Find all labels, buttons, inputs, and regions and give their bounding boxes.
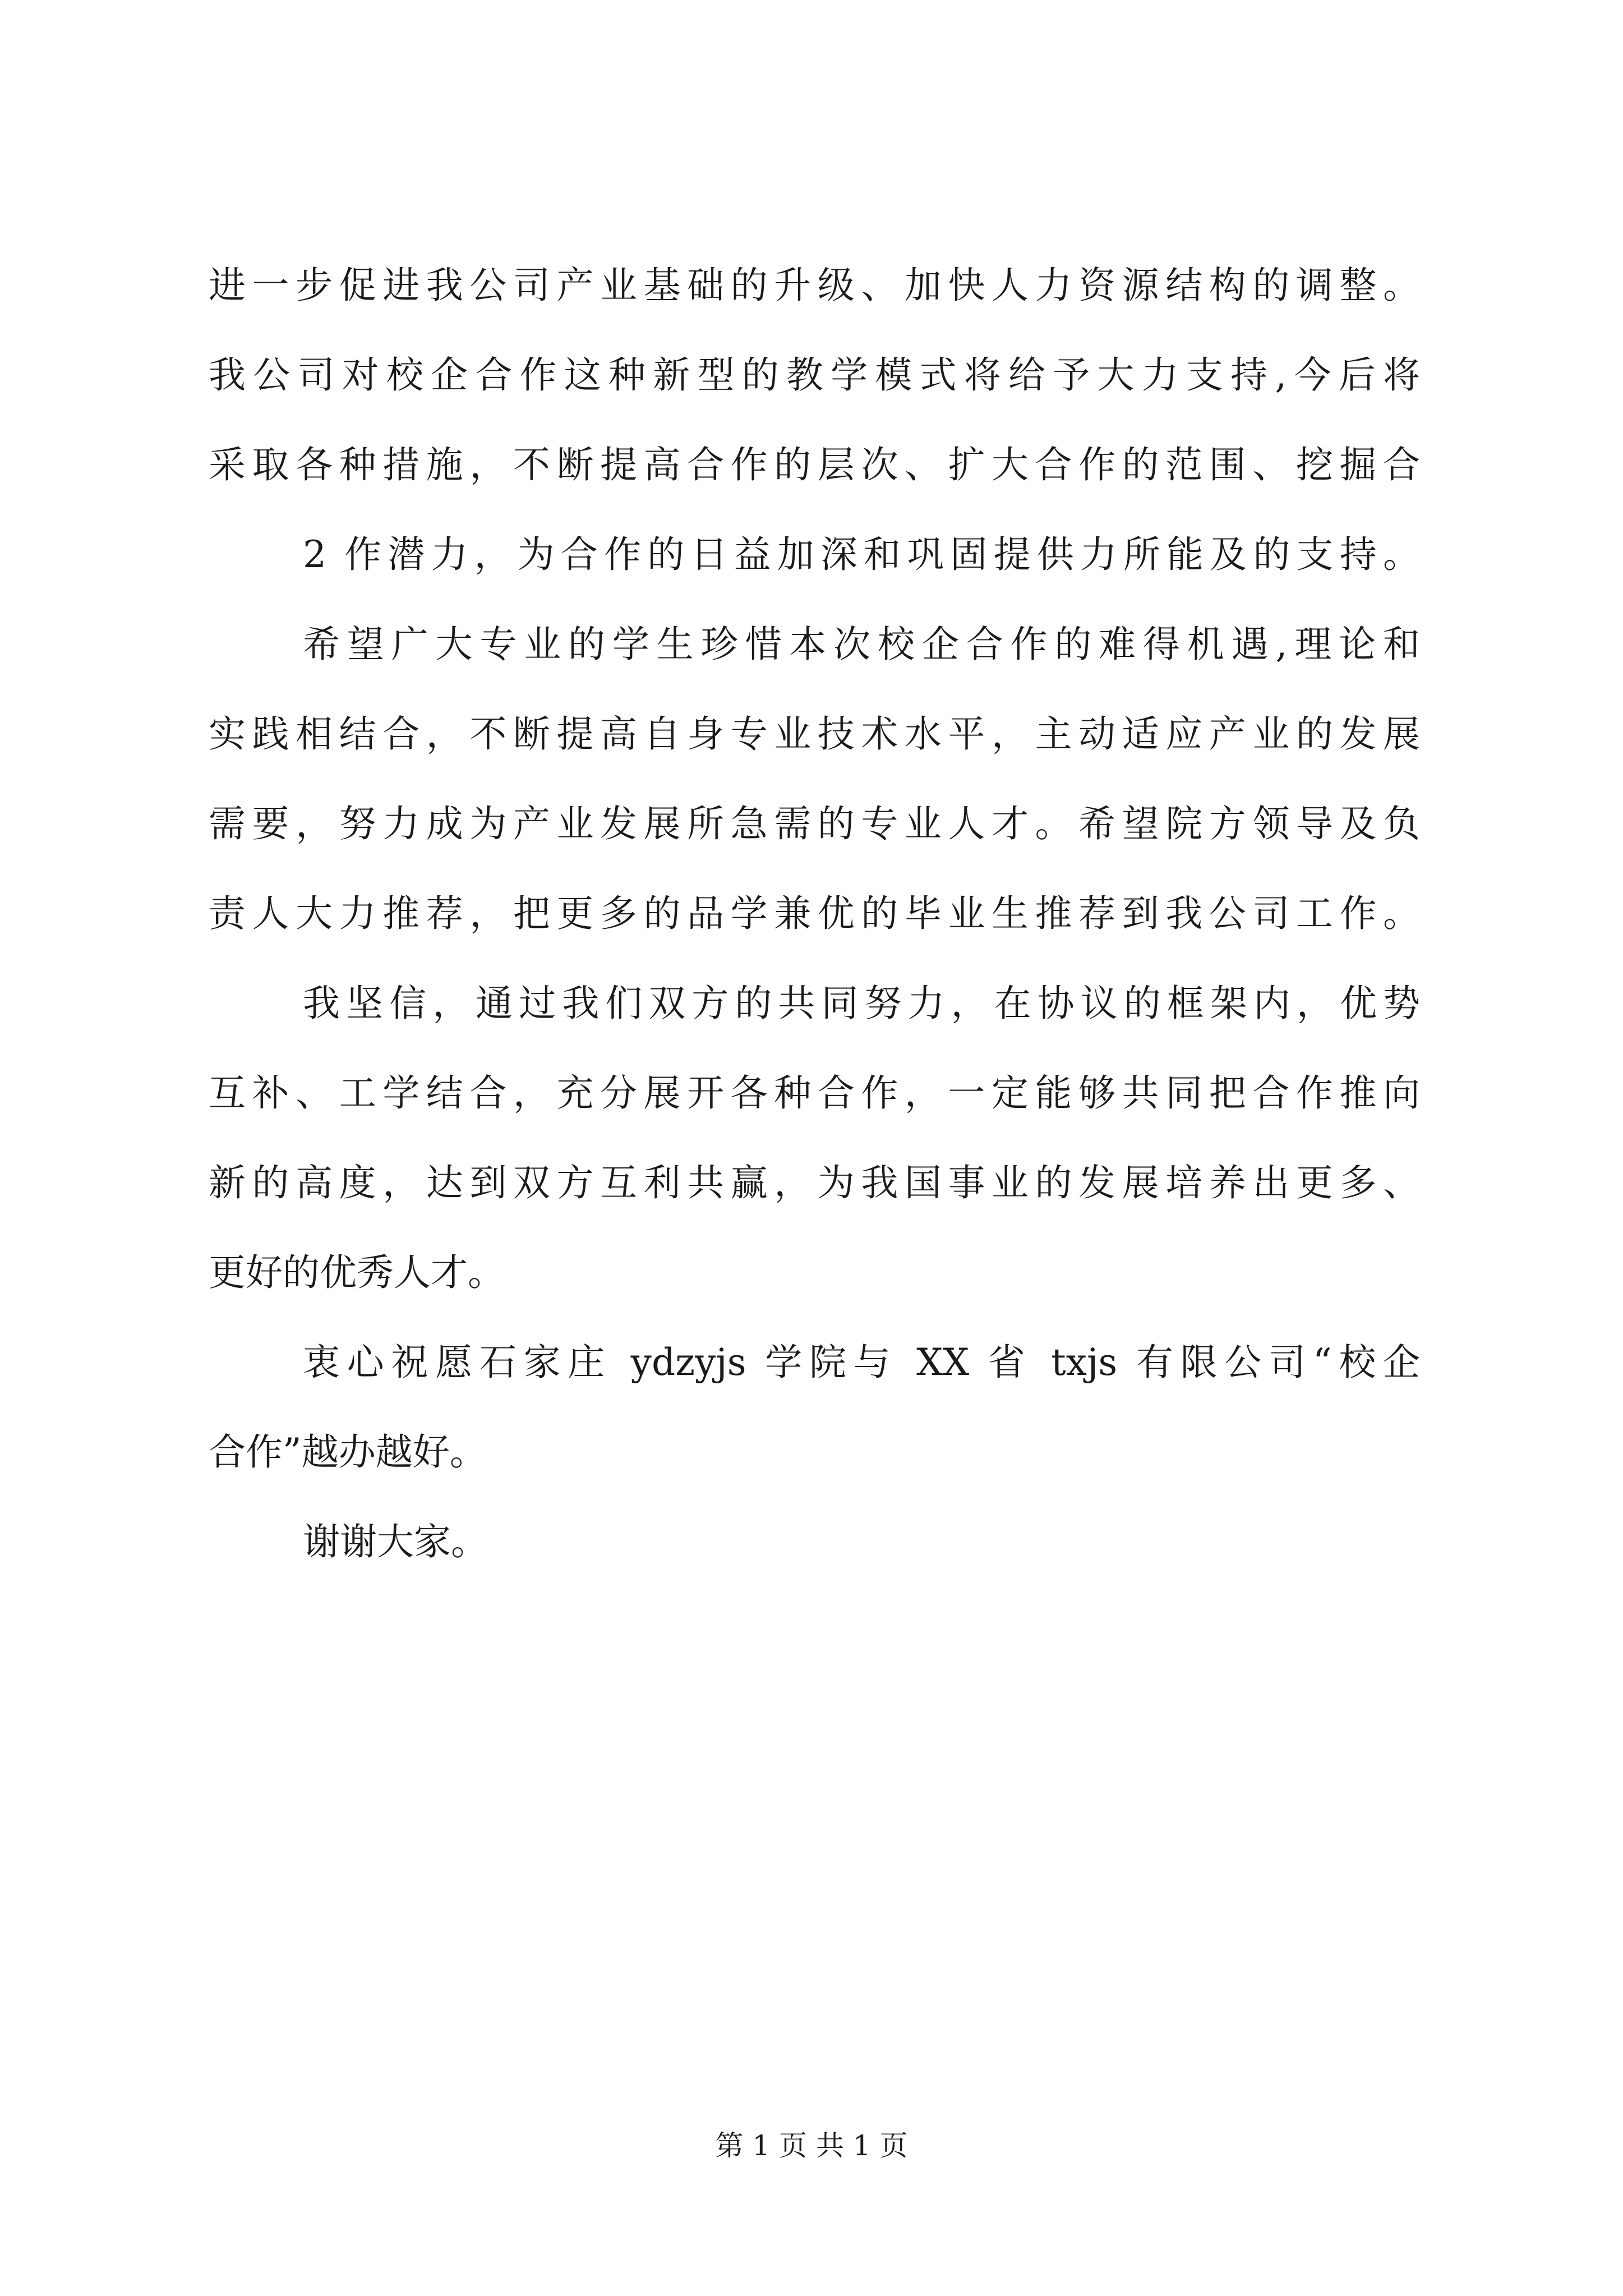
- paragraph-line: 谢谢大家。: [303, 1520, 488, 1563]
- page-footer: 第 1 页 共 1 页: [715, 2129, 908, 2162]
- paragraph-line: 合作”越办越好。: [209, 1430, 487, 1474]
- paragraph-line: 2 作潜力，为合作的日益加深和巩固提供力所能及的支持。: [303, 533, 1420, 576]
- paragraph-line: 我坚信，通过我们双方的共同努力，在协议的框架内，优势: [303, 982, 1420, 1025]
- paragraph-line: 实践相结合，不断提高自身专业技术水平，主动适应产业的发展: [209, 712, 1420, 756]
- paragraph-line: 责人大力推荐，把更多的品学兼优的毕业生推荐到我公司工作。: [209, 892, 1420, 935]
- paragraph-line: 互补、工学结合，充分展开各种合作，一定能够共同把合作推向: [209, 1071, 1420, 1115]
- paragraph-line: 衷心祝愿石家庄 ydzyjs 学院与 XX 省 txjs 有限公司“校企: [303, 1341, 1420, 1384]
- paragraph-line: 进一步促进我公司产业基础的升级、加快人力资源结构的调整。: [209, 264, 1420, 307]
- paragraph-line: 希望广大专业的学生珍惜本次校企合作的难得机遇,理论和: [303, 623, 1420, 666]
- paragraph-line: 我公司对校企合作这种新型的教学模式将给予大力支持,今后将: [209, 353, 1420, 397]
- paragraph-line: 更好的优秀人才。: [209, 1251, 505, 1294]
- paragraph-line: 采取各种措施，不断提高合作的层次、扩大合作的范围、挖掘合: [209, 443, 1420, 486]
- paragraph-line: 新的高度，达到双方互利共赢，为我国事业的发展培养出更多、: [209, 1161, 1420, 1204]
- paragraph-line: 需要，努力成为产业发展所急需的专业人才。希望院方领导及负: [209, 802, 1420, 845]
